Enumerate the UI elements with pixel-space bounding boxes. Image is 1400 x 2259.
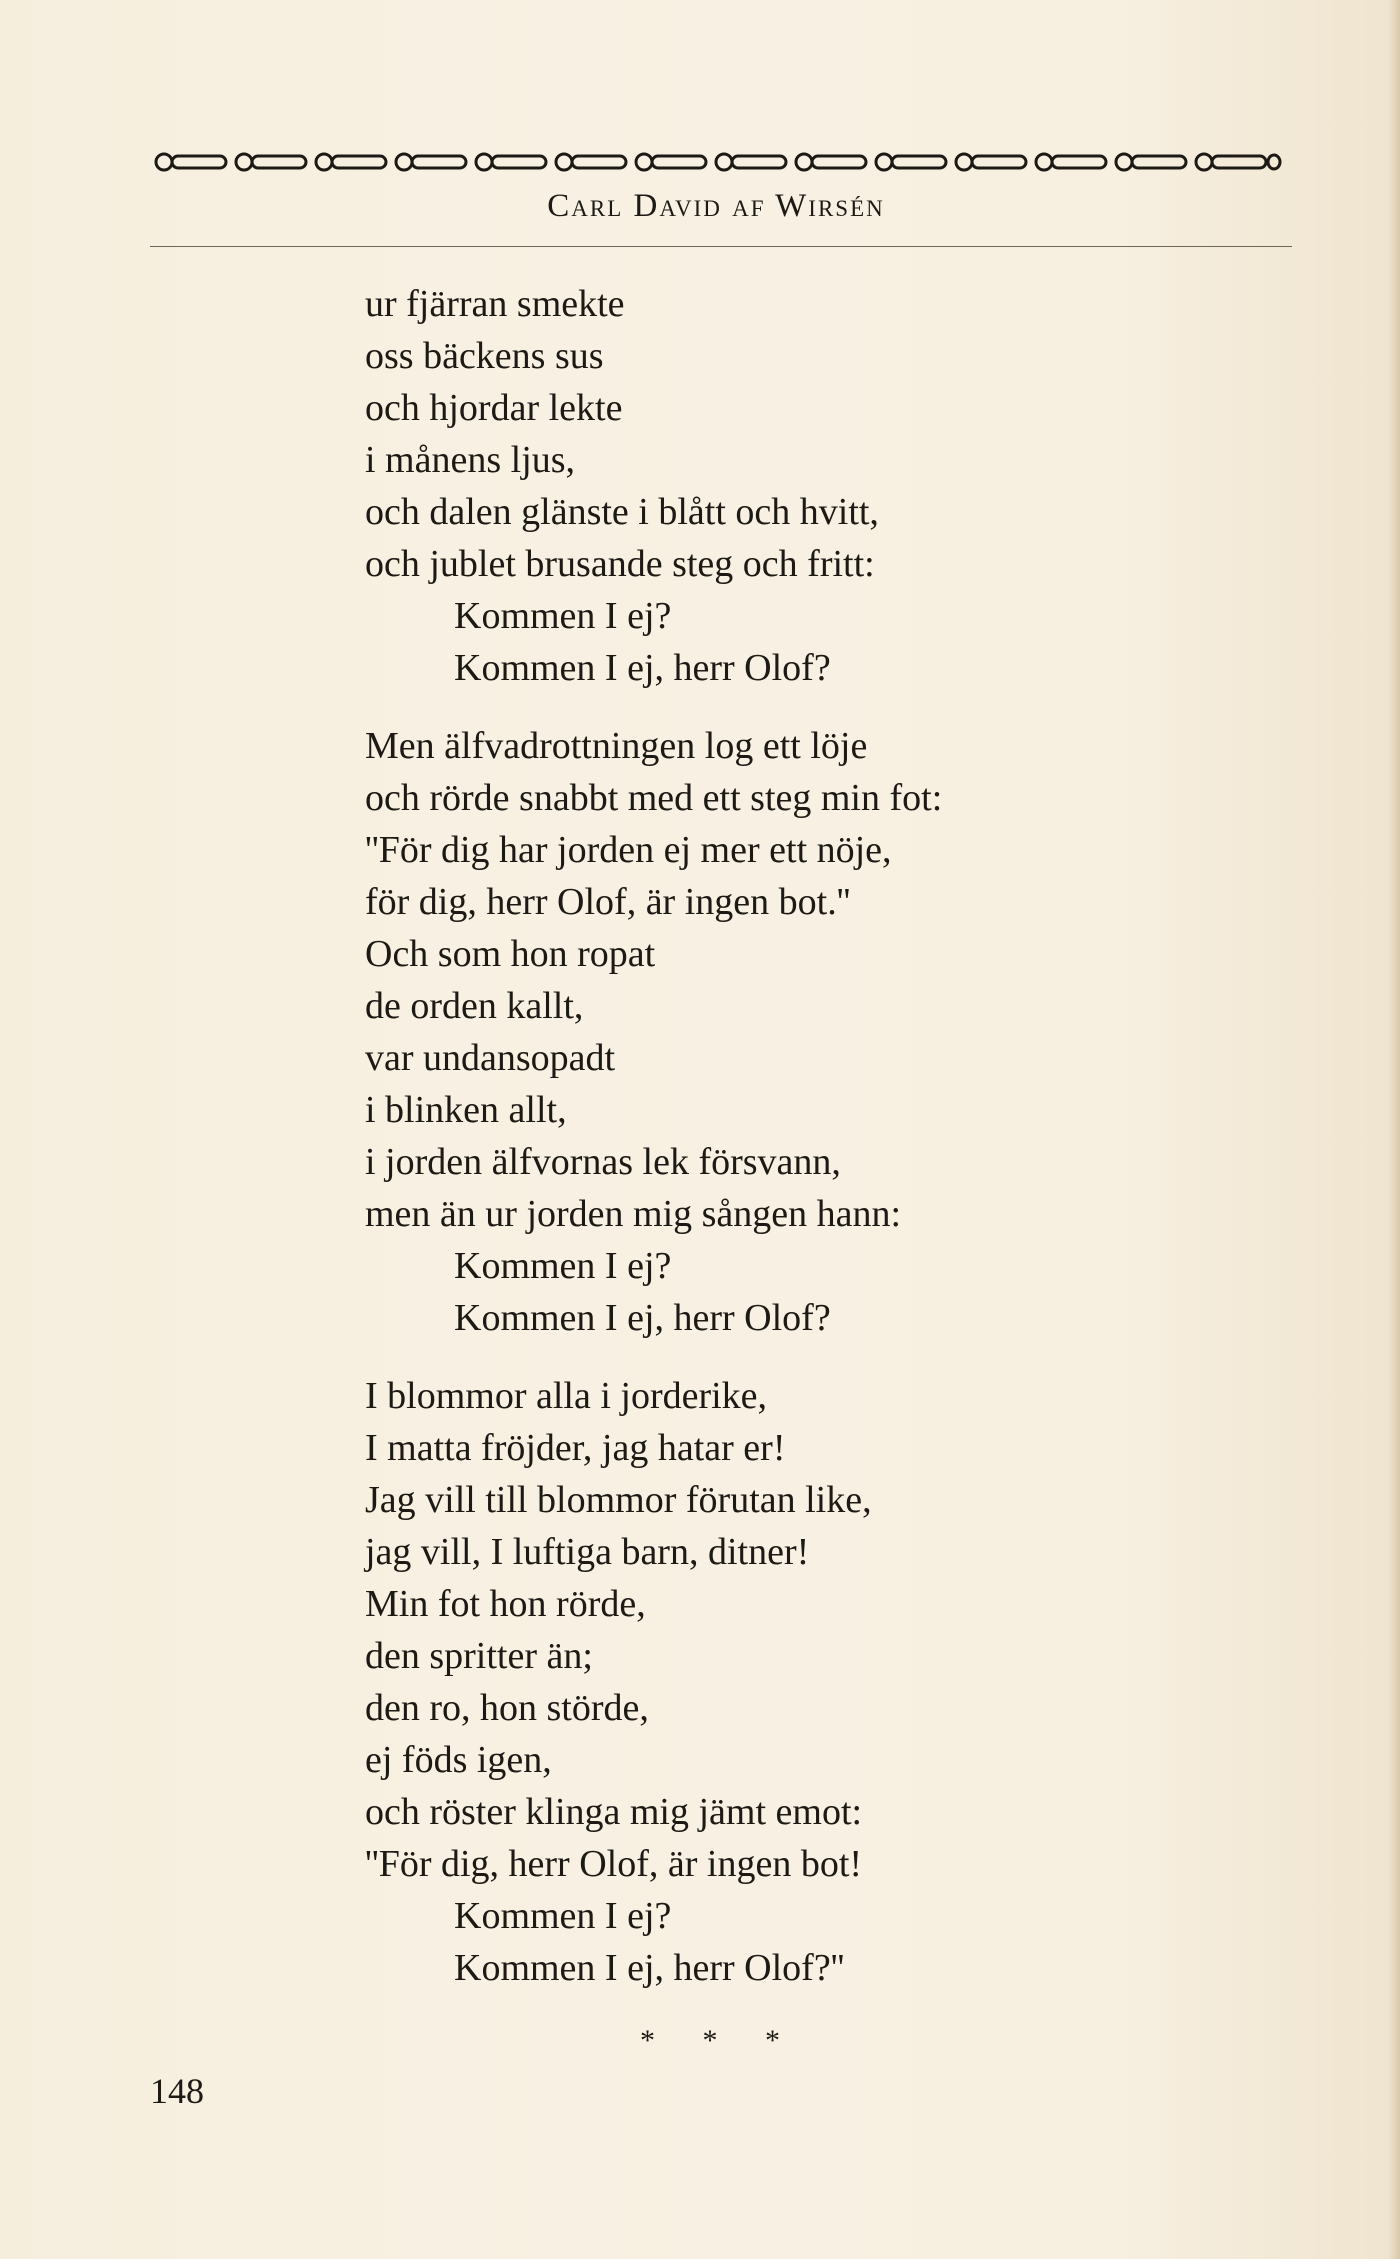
refrain-line: Kommen I ej? bbox=[454, 595, 672, 637]
refrain-line: Kommen I ej, herr Olof? bbox=[454, 647, 831, 689]
poem-line: och hjordar lekte bbox=[365, 387, 623, 429]
poem-line: för dig, herr Olof, är ingen bot.'' bbox=[365, 881, 851, 923]
poem-line: I blommor alla i jorderike, bbox=[365, 1375, 768, 1417]
stanza bbox=[365, 278, 1165, 694]
poem-line: i månens ljus, bbox=[365, 439, 576, 481]
refrain-line: Kommen I ej? bbox=[454, 1895, 672, 1937]
refrain-line: Kommen I ej, herr Olof?'' bbox=[454, 1947, 845, 1989]
poem-line: Min fot hon rörde, bbox=[365, 1583, 646, 1625]
poem-line: den spritter än; bbox=[365, 1635, 593, 1677]
stanza bbox=[365, 1370, 1165, 1994]
poem-line: ''För dig, herr Olof, är ingen bot! bbox=[365, 1843, 863, 1885]
chain-ornament bbox=[150, 148, 1282, 176]
page-edge-shadow bbox=[1388, 0, 1400, 2259]
poem-line: var undansopadt bbox=[365, 1037, 616, 1079]
poem-line: Och som hon ropat bbox=[365, 933, 656, 975]
poem-line: i blinken allt, bbox=[365, 1089, 567, 1131]
refrain-line: Kommen I ej, herr Olof? bbox=[454, 1297, 831, 1339]
poem-line: ur fjärran smekte bbox=[365, 283, 625, 325]
poem-line: och jublet brusande steg och fritt: bbox=[365, 543, 875, 585]
poem-line: och röster klinga mig jämt emot: bbox=[365, 1791, 863, 1833]
running-header-title: Carl David af Wirsén bbox=[547, 188, 885, 224]
poem-line: i jorden älfvornas lek försvann, bbox=[365, 1141, 841, 1183]
refrain-line: Kommen I ej? bbox=[454, 1245, 672, 1287]
page-number: 148 bbox=[150, 2071, 204, 2111]
poem-line: den ro, hon störde, bbox=[365, 1687, 649, 1729]
poem-line: men än ur jorden mig sången hann: bbox=[365, 1193, 902, 1235]
poem-line: I matta fröjder, jag hatar er! bbox=[365, 1427, 786, 1469]
stanza bbox=[365, 720, 1165, 1344]
poem-text bbox=[365, 278, 1165, 2020]
section-separator: * * * bbox=[640, 2024, 800, 2057]
poem-line: ej föds igen, bbox=[365, 1739, 552, 1781]
poem-line: Jag vill till blommor förutan like, bbox=[365, 1479, 872, 1521]
poem-line: de orden kallt, bbox=[365, 985, 584, 1027]
poem-line: jag vill, I luftiga barn, ditner! bbox=[365, 1531, 810, 1573]
poem-line: och rörde snabbt med ett steg min fot: bbox=[365, 777, 943, 819]
header-rule bbox=[150, 246, 1292, 247]
poem-line: Men älfvadrottningen log ett löje bbox=[365, 725, 868, 767]
poem-line: ''För dig har jorden ej mer ett nöje, bbox=[365, 829, 892, 871]
poem-line: och dalen glänste i blått och hvitt, bbox=[365, 491, 879, 533]
poem-line: oss bäckens sus bbox=[365, 335, 604, 377]
